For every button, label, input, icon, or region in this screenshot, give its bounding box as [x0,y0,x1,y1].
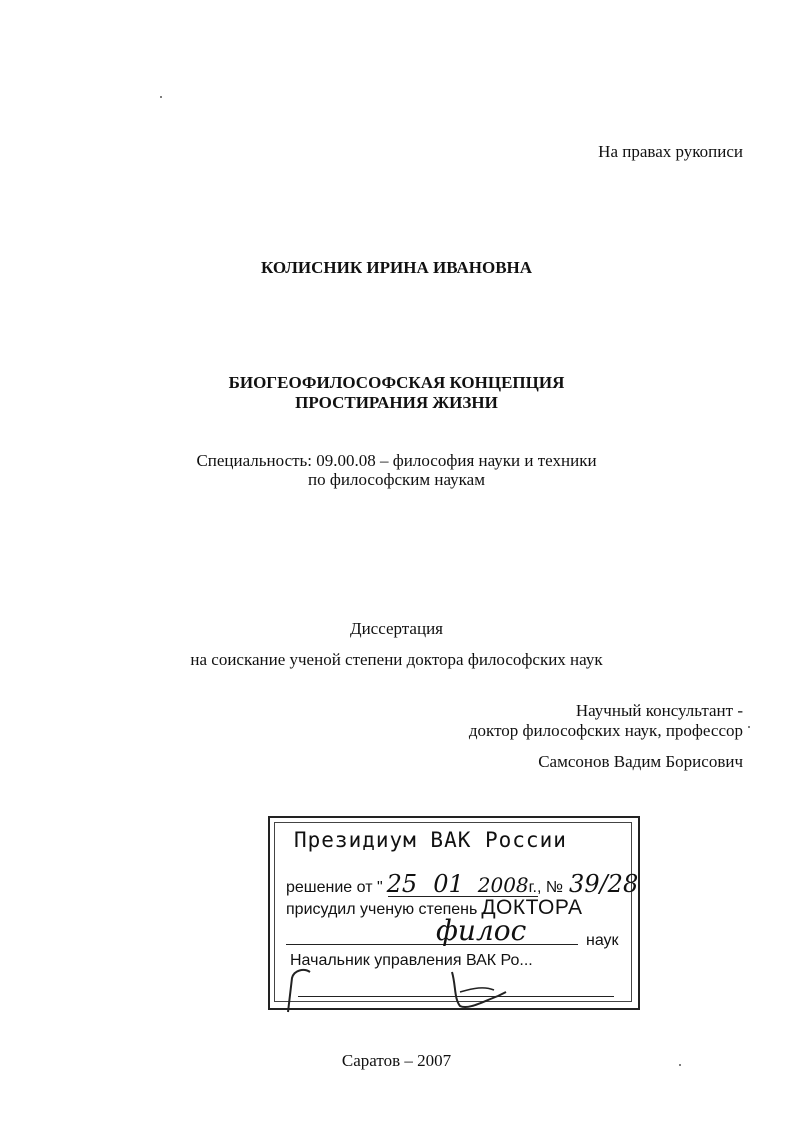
stamp-decision-year: 2008 [477,873,529,897]
consultant-name: Самсонов Вадим Борисович [538,752,743,771]
stamp-decision-day: 25 [386,870,418,898]
work-type-purpose: на соискание ученой степени доктора философских наук [190,650,603,669]
stamp-decision-line [286,870,638,898]
dissertation-title-line-2: ПРОСТИРАНИЯ ЖИЗНИ [295,393,498,412]
author-name: КОЛИСНИК ИРИНА ИВАНОВНА [260,258,533,277]
stamp-field-handwritten: филос [436,914,527,947]
stamp-decision-number: 39/28 [569,870,639,898]
specialty-line-2: по философским наукам [308,470,485,489]
specialty-line-1: Специальность: 09.00.08 – философия науки и техники [196,451,597,470]
manuscript-rights-note: На правах рукописи [598,142,743,161]
stamp-awarded-text: присудил ученую степень [286,901,478,918]
stamp-decision-month: 01 [433,870,464,898]
stamp-head-text: Начальник управления ВАК Ро... [290,952,533,969]
stamp-degree-line [286,896,582,920]
scan-speck [748,726,750,728]
dissertation-title-line-1: БИОГЕОФИЛОСОФСКАЯ КОНЦЕПЦИЯ [228,373,565,392]
stamp-field-suffix: наук [586,932,619,949]
stamp-signature [284,966,534,1014]
stamp-decision-year-suffix: г., № [528,879,564,896]
work-type-label: Диссертация [349,619,443,638]
vak-stamp [268,816,640,1012]
stamp-decision-prefix: решение от " [286,879,383,896]
scan-speck [160,96,162,98]
place-and-year: Саратов – 2007 [341,1051,452,1070]
stamp-field-underline [286,944,578,945]
consultant-credentials: доктор философских наук, профессор [468,721,743,740]
stamp-title: Президиум ВАК России [294,828,567,852]
consultant-role: Научный консультант - [575,701,743,720]
stamp-degree: ДОКТОРА [481,896,583,919]
